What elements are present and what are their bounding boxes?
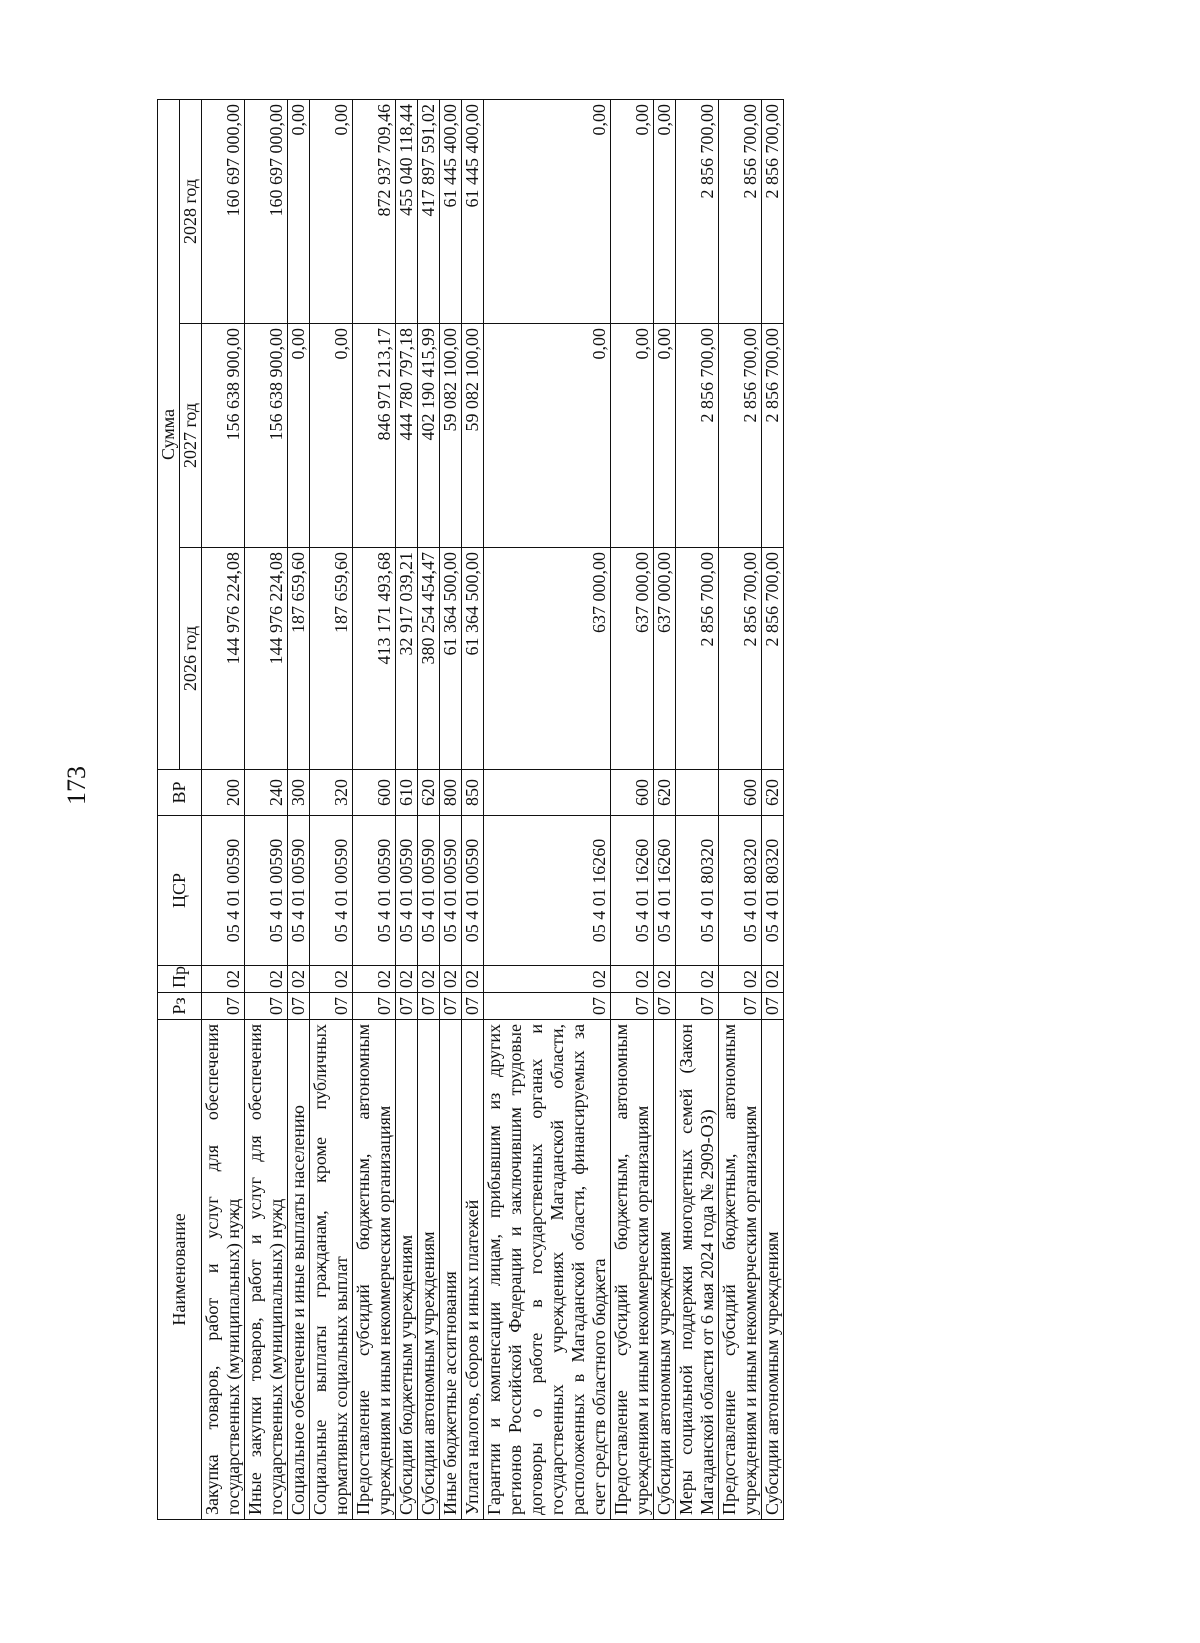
row-2028-cell: 455 040 118,44 [396,99,418,323]
table-row [353,99,396,1519]
row-csr-cell: 05 4 01 16260 [654,816,676,966]
header-vr: ВР [158,770,202,816]
row-2026-cell: 144 976 224,08 [202,548,245,770]
row-2027-cell: 2 856 700,00 [762,324,784,548]
row-rz-cell: 07 [719,993,762,1020]
row-rz-cell: 07 [288,993,310,1020]
row-2027-cell: 0,00 [611,324,654,548]
row-2028-cell: 417 897 591,02 [418,99,440,323]
row-csr-cell: 05 4 01 00590 [288,816,310,966]
header-2027: 2027 год [180,324,202,548]
row-pr-cell: 02 [762,966,784,993]
row-name-cell: Субсидии автономным учреждениям [762,1020,784,1520]
row-vr-cell: 610 [396,770,418,816]
row-vr-cell: 620 [418,770,440,816]
row-csr-cell: 05 4 01 16260 [484,816,611,966]
row-2028-cell: 0,00 [611,99,654,323]
row-pr-cell: 02 [611,966,654,993]
row-vr-cell: 800 [440,770,462,816]
table-row [719,99,762,1519]
row-rz-cell: 07 [353,993,396,1020]
row-2026-cell: 413 171 493,68 [353,548,396,770]
row-csr-cell: 05 4 01 00590 [396,816,418,966]
row-2026-cell: 637 000,00 [611,548,654,770]
row-2026-cell: 637 000,00 [654,548,676,770]
row-pr-cell: 02 [353,966,396,993]
row-pr-cell: 02 [288,966,310,993]
row-vr-cell: 320 [310,770,353,816]
row-2028-cell: 0,00 [654,99,676,323]
row-2028-cell: 0,00 [288,99,310,323]
row-vr-cell: 600 [719,770,762,816]
row-rz-cell: 07 [611,993,654,1020]
row-csr-cell: 05 4 01 00590 [245,816,288,966]
row-rz-cell: 07 [676,993,719,1020]
row-rz-cell: 07 [462,993,484,1020]
row-name-cell: Предоставление субсидий бюджетным, автономным учреждениям и иным некоммерческим организациям [719,1020,762,1520]
row-2027-cell: 444 780 797,18 [396,324,418,548]
row-2026-cell: 187 659,60 [310,548,353,770]
header-2026: 2026 год [180,548,202,770]
table-header [158,99,202,1519]
row-pr-cell: 02 [484,966,611,993]
row-2026-cell: 187 659,60 [288,548,310,770]
row-2028-cell: 0,00 [484,99,611,323]
row-2028-cell: 160 697 000,00 [202,99,245,323]
row-vr-cell: 240 [245,770,288,816]
row-2026-cell: 61 364 500,00 [440,548,462,770]
table-row [418,99,440,1519]
row-rz-cell: 07 [245,993,288,1020]
rotated-page-content [157,100,997,1520]
row-pr-cell: 02 [719,966,762,993]
row-csr-cell: 05 4 01 00590 [353,816,396,966]
row-rz-cell: 07 [654,993,676,1020]
table-row [245,99,288,1519]
row-name-cell: Субсидии бюджетным учреждениям [396,1020,418,1520]
row-pr-cell: 02 [245,966,288,993]
table-row [676,99,719,1519]
row-pr-cell: 02 [202,966,245,993]
row-rz-cell: 07 [202,993,245,1020]
row-name-cell: Гарантии и компенсации лицам, прибывшим из других регионов Российской Федерации и заключившим трудовые договоры о работе в государственных органах и государственных учреждениях Магаданской области, расположенных в Магаданской области, финансируемых за счет средств областного бюджета [484,1020,611,1520]
row-2027-cell: 0,00 [310,324,353,548]
row-2028-cell: 160 697 000,00 [245,99,288,323]
row-2028-cell: 2 856 700,00 [762,99,784,323]
row-name-cell: Субсидии автономным учреждениям [654,1020,676,1520]
row-csr-cell: 05 4 01 00590 [310,816,353,966]
row-rz-cell: 07 [310,993,353,1020]
row-vr-cell: 600 [611,770,654,816]
row-name-cell: Иные бюджетные ассигнования [440,1020,462,1520]
table-row [611,99,654,1519]
row-name-cell: Иные закупки товаров, работ и услуг для обеспечения государственных (муниципальных) нужд [245,1020,288,1520]
row-csr-cell: 05 4 01 00590 [440,816,462,966]
row-rz-cell: 07 [762,993,784,1020]
row-pr-cell: 02 [654,966,676,993]
row-2028-cell: 2 856 700,00 [676,99,719,323]
row-2027-cell: 2 856 700,00 [719,324,762,548]
row-2026-cell: 2 856 700,00 [762,548,784,770]
row-2026-cell: 32 917 039,21 [396,548,418,770]
row-2026-cell: 2 856 700,00 [676,548,719,770]
row-pr-cell: 02 [462,966,484,993]
row-2028-cell: 2 856 700,00 [719,99,762,323]
row-pr-cell: 02 [310,966,353,993]
row-vr-cell: 620 [654,770,676,816]
row-2028-cell: 872 937 709,46 [353,99,396,323]
row-rz-cell: 07 [418,993,440,1020]
header-2028: 2028 год [180,99,202,323]
row-2028-cell: 61 445 400,00 [440,99,462,323]
header-rz: Рз [158,993,202,1020]
row-rz-cell: 07 [484,993,611,1020]
row-vr-cell: 620 [762,770,784,816]
row-2027-cell: 59 082 100,00 [462,324,484,548]
table-row [396,99,418,1519]
header-name: Наименование [158,1020,202,1520]
row-name-cell: Субсидии автономным учреждениям [418,1020,440,1520]
table-row [762,99,784,1519]
row-rz-cell: 07 [396,993,418,1020]
table-row [288,99,310,1519]
row-name-cell: Закупка товаров, работ и услуг для обеспечения государственных (муниципальных) нужд [202,1020,245,1520]
row-2027-cell: 2 856 700,00 [676,324,719,548]
row-name-cell: Предоставление субсидий бюджетным, автономным учреждениям и иным некоммерческим организациям [611,1020,654,1520]
row-name-cell: Социальное обеспечение и иные выплаты населению [288,1020,310,1520]
row-csr-cell: 05 4 01 00590 [462,816,484,966]
table-row [440,99,462,1519]
table-row [484,99,611,1519]
row-vr-cell [484,770,611,816]
budget-table [157,99,784,1520]
row-pr-cell: 02 [676,966,719,993]
row-csr-cell: 05 4 01 00590 [202,816,245,966]
table-row [654,99,676,1519]
row-2028-cell: 61 445 400,00 [462,99,484,323]
row-2027-cell: 402 190 415,99 [418,324,440,548]
header-sum: Сумма [158,99,180,769]
row-2026-cell: 61 364 500,00 [462,548,484,770]
row-2026-cell: 144 976 224,08 [245,548,288,770]
row-csr-cell: 05 4 01 00590 [418,816,440,966]
row-2027-cell: 156 638 900,00 [245,324,288,548]
table-row [202,99,245,1519]
table-row [462,99,484,1519]
table-body [202,99,784,1519]
row-csr-cell: 05 4 01 80320 [719,816,762,966]
row-vr-cell: 600 [353,770,396,816]
row-name-cell: Уплата налогов, сборов и иных платежей [462,1020,484,1520]
row-2027-cell: 846 971 213,17 [353,324,396,548]
row-csr-cell: 05 4 01 80320 [762,816,784,966]
page-number: 173 [62,766,91,805]
row-vr-cell: 300 [288,770,310,816]
row-pr-cell: 02 [440,966,462,993]
row-rz-cell: 07 [440,993,462,1020]
row-2027-cell: 0,00 [288,324,310,548]
row-2026-cell: 2 856 700,00 [719,548,762,770]
table-row [310,99,353,1519]
row-name-cell: Социальные выплаты гражданам, кроме публичных нормативных социальных выплат [310,1020,353,1520]
row-2027-cell: 0,00 [654,324,676,548]
row-pr-cell: 02 [396,966,418,993]
row-vr-cell: 200 [202,770,245,816]
header-csr: ЦСР [158,816,202,966]
row-pr-cell: 02 [418,966,440,993]
row-name-cell: Предоставление субсидий бюджетным, автономным учреждениям и иным некоммерческим организациям [353,1020,396,1520]
row-2026-cell: 380 254 454,47 [418,548,440,770]
row-2027-cell: 0,00 [484,324,611,548]
header-pr: Пр [158,966,202,993]
row-2027-cell: 156 638 900,00 [202,324,245,548]
row-name-cell: Меры социальной поддержки многодетных семей (Закон Магаданской области от 6 мая 2024 года № 2909-ОЗ) [676,1020,719,1520]
row-2026-cell: 637 000,00 [484,548,611,770]
row-csr-cell: 05 4 01 80320 [676,816,719,966]
row-csr-cell: 05 4 01 16260 [611,816,654,966]
row-2027-cell: 59 082 100,00 [440,324,462,548]
row-2028-cell: 0,00 [310,99,353,323]
row-vr-cell: 850 [462,770,484,816]
row-vr-cell [676,770,719,816]
